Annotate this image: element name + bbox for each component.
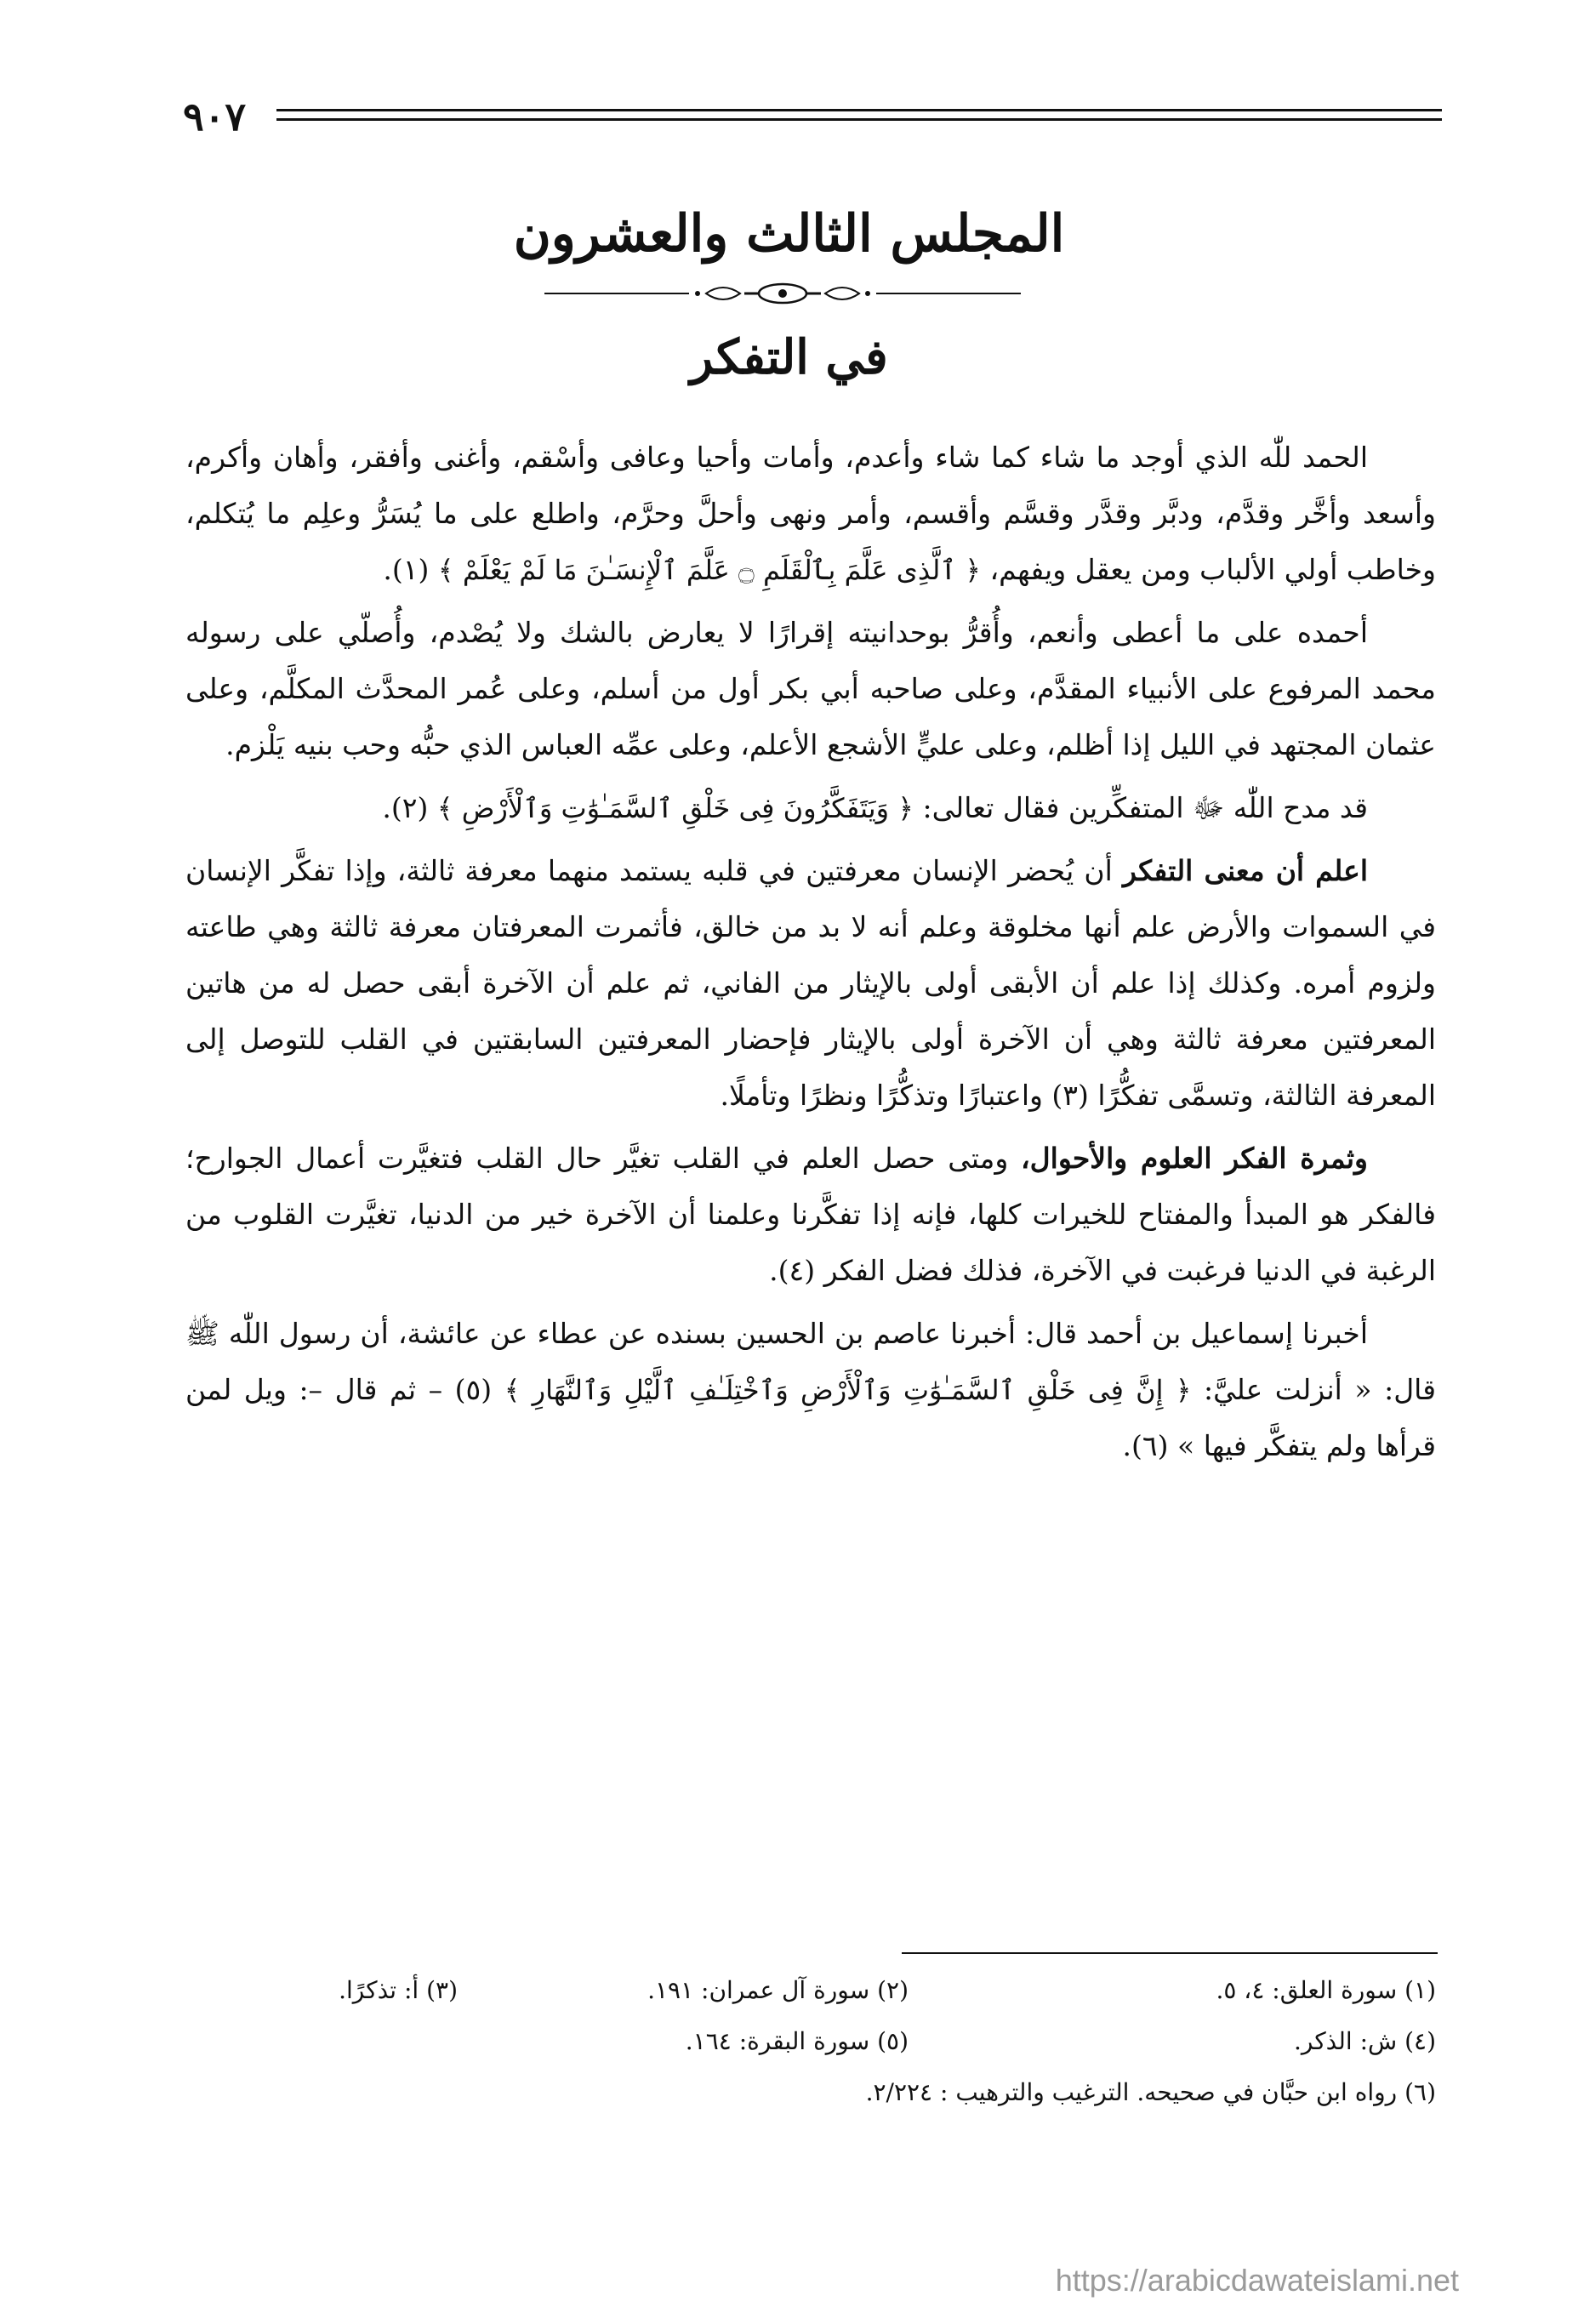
paragraph-text: أخبرنا إسماعيل بن أحمد قال: أخبرنا عاصم بن الحسين بسنده عن عطاء عن عائشة، أن رسول اللّٰه ﷺ قال: « أنزلت عليَّ: [185,1317,1437,1406]
paragraph-text: – ثم قال –: ويل لمن قرأها ولم يتفكَّر فيها » [185,1373,1436,1462]
watermark: https://arabicdawateislami.net [1055,2263,1459,2298]
footnote-ref: (١). [383,553,430,586]
paragraph-text: ومتى حصل العلم في القلب تغيَّر حال القلب فتغيَّرت أعمال الجوارح؛ فالفكر هو المبدأ والمفتاح للخيرات كلها، فإنه إذا تفكَّرنا وعلمنا أن الآخرة خير من الدنيا، تغيَّرت القلوب من الرغبة في الدنيا فرغبت في الآخرة، فذلك فضل الفكر [185,1142,1436,1287]
footnote-ref: (٥) [454,1373,493,1406]
footnotes [185,1965,1436,2118]
paragraph-lead: اعلم أن معنى التفكر [1123,854,1368,887]
footnote-ref: (٢). [382,791,429,824]
section-subtitle: في التفكر [690,329,888,385]
footnote-3: (٣) أ: تذكرًا. [339,1976,458,2004]
paragraph-1 [185,430,1436,598]
ornament-divider [544,276,1021,310]
quran-verse: ﴿ وَيَتَفَكَّرُونَ فِى خَلْقِ ٱلسَّمَـٰوَٰتِ وَٱلْأَرْضِ ﴾ [436,792,914,824]
footnote-5: (٥) سورة البقرة: ١٦٤. [685,2027,909,2055]
footnote-4: (٤) ش: الذكر. [1293,2027,1436,2055]
footnote-6: (٦) رواه ابن حبَّان في صحيحه. الترغيب والترهيب : ٢/٢٢٤. [865,2078,1436,2106]
paragraph-lead: وثمرة الفكر العلوم والأحوال، [1021,1142,1368,1175]
quran-verse: ﴿ ٱلَّذِى عَلَّمَ بِٱلْقَلَمِ ۝ عَلَّمَ ٱلْإِنسَـٰنَ مَا لَمْ يَعْلَمْ ﴾ [437,554,982,586]
header-double-rule [276,109,1442,128]
paragraph-text: الحمد للّٰه الذي أوجد ما شاء كما شاء وأعدم، وأمات وأحيا وعافى وأسْقم، وأغنى وأفقر، وأهان وأكرم، وأسعد وأخَّر وقدَّم، ودبَّر وقدَّر وقسَّم وأقسم، وأمر ونهى وأحلَّ وحرَّم، واطلع على ما يُسَرُّ وعلِم ما يُتكلم، وخاطب أولي الألباب ومن يعقل ويفهم، [185,441,1436,586]
paragraph-4 [185,843,1436,1124]
paragraph-text: قد مدح اللّٰه ﷻ المتفكِّرين فقال تعالى: [922,791,1368,824]
footnote-separator [902,1952,1438,1954]
paragraph-text: أن يُحضر الإنسان معرفتين في قلبه يستمد منهما معرفة ثالثة، وإذا تفكَّر الإنسان في السموات والأرض علم أنها مخلوقة وعلم أنه لا بد من خالق، فأثمرت المعرفتان معرفة ثالثة وهي طاعته ولزوم أمره. وكذلك إذا علم أن الأبقى أولى بالإيثار من الفاني، ثم علم أن الآخرة أبقى حصل له من هاتين المعرفتين معرفة ثالثة وهي أن الآخرة أولى بالإيثار فإحضار المعرفتين السابقتين في القلب للتوصل إلى المعرفة الثالثة، وتسمَّى تفكُّرًا [185,854,1436,1112]
paragraph-text: أحمده على ما أعطى وأنعم، وأُقرُّ بوحدانيته إقرارًا لا يعارض بالشك ولا يُصْدم، وأُصلّي على رسوله محمد المرفوع على الأنبياء المقدَّم، وعلى صاحبه أبي بكر أول من أسلم، وعلى عُمر المحدَّث المكلَّم، وعلى عثمان المجتهد في الليل إذا أظلم، وعلى عليٍّ الأشجع الأعلم، وعلى عمِّه العباس الذي حبُّه وحب بنيه يَلْزم. [185,616,1436,761]
footnote-2: (٢) سورة آل عمران: ١٩١. [647,1976,909,2004]
paragraph-2 [185,605,1436,773]
footnote-ref: (٤). [769,1254,816,1287]
footnote-1: (١) سورة العلق: ٤، ٥. [1216,1976,1436,2004]
footnote-row [185,2067,1436,2118]
chapter-title: المجلس الثالث والعشرون [513,204,1065,264]
quran-verse: ﴿ إِنَّ فِى خَلْقِ ٱلسَّمَـٰوَٰتِ وَٱلْأَرْضِ وَٱخْتِلَـٰفِ ٱلَّيْلِ وَٱلنَّهَارِ ﴾ [504,1374,1192,1406]
footnote-ref: (٣) [1051,1079,1089,1112]
footnote-ref: (٦). [1122,1429,1169,1462]
paragraph-3 [185,780,1436,836]
paragraph-text: واعتبارًا وتذكُّرًا ونظرًا وتأملًا. [720,1079,1043,1112]
footnote-row [185,2016,1436,2067]
page-header [183,95,1442,138]
main-text [185,430,1436,1481]
footnote-row [185,1965,1436,2016]
page-number: ٩٠٧ [183,94,247,140]
paragraph-6 [185,1306,1436,1474]
paragraph-5 [185,1131,1436,1299]
